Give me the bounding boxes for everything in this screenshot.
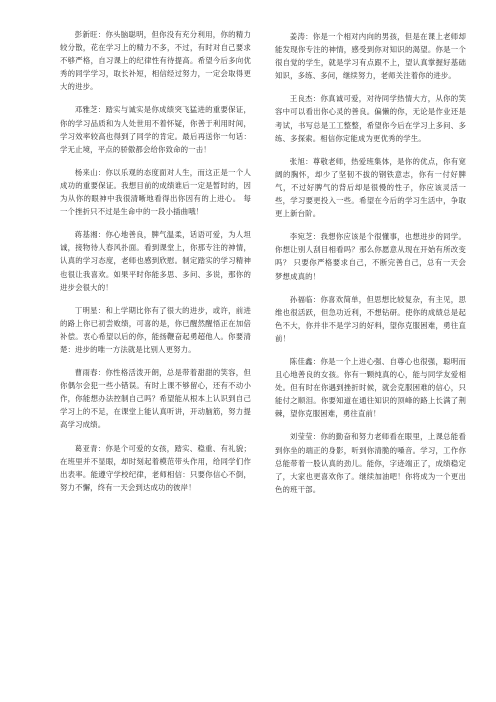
student-comment: 丁明星：和上学期比你有了很大的进步，或许，前进的路上你已初尝败绩，可喜的是，你已醒然醒悟正在加倍补偿。衷心希望以后的你，能扬鞭奋起勇超他人。你要清楚：进步的唯一方法就是比别人更努力。	[60, 305, 251, 354]
student-comment: 张旭：尊敬老师，热爱班集体，是你的优点，你有宽阔的胸怀，却少了坚韧不拔的钢铁意志，你有一付好脾气，不过好脾气的背后却是很慢的性子，你应该灵活一些，学习要更投入一些。希望在今后的学习生活中，争取更上新台阶。	[275, 156, 466, 219]
student-comment: 杨来山：你以乐观的态度面对人生，而这正是一个人成功的重要保证。我想目前的成绩谁后一定是暂时的，因为从你的眼神中我很清晰地看得出你因有的上进心。 每一个挫折只不过是生命中的一段小插曲哦！	[60, 167, 251, 217]
student-comment: 邓雅芝：踏实与诚实是你成绩突飞猛进的重要保证，你的学习品质和为人处世用不着怀疑，你善于利用时间，学习效率较高也得到了同学的肯定。最后再送你一句话：学无止境，平点的骄傲都会给你致命的一击！	[60, 105, 251, 154]
student-comment: 姜涛：你是一个相对内向的男孩，但是在课上老师却能发现你专注的神情，感受到你对知识的渴望。你是一个很自觉的学生，就是学习有点跟不上，望认真掌握好基础知识，多练、多问，继续努力，老师关注着你的进步。	[275, 32, 466, 81]
comments-column-left	[60, 28, 251, 702]
comments-column-right	[275, 30, 466, 702]
student-comment: 曹雨春：你性格活泼开朗，总是带着甜甜的笑容，但你偶尔会犯一些小错误。有时上课不够留心，还有不动小作，你能想办法控制自己吗？希望能从根本上认识到自己学习上的不足，在课堂上能认真听讲，开动脑筋，努力提高学习成绩。	[60, 368, 251, 430]
student-comment: 彭新旺：你头脑聪明，但你没有充分利用，你的精力较分散，花在学习上的精力不多，不过，有时对自己要求不够严格，自习课上的纪律性有待提高。希望今后多向优秀的同学学习，取长补短，相信经过努力，一定会取得更大的进步。	[60, 30, 251, 92]
student-comment: 刘莹莹：你的勤奋和努力老师看在眼里，上课总能看到你坐的端正的身影，听到你清脆的嗓音。学习，工作你总能带着一股认真的劲儿。能你，字迹端正了，成绩稳定了，大家也更喜欢你了。继续加油吧！你将成为一个更出色的班干部。	[275, 432, 466, 494]
student-comment: 葛亚青：你是个可爱的女孩，踏实、稳重、有礼貌；在班里并不显眼，却时刻起着模范带头作用，给同学们作出表率。能遵守学校纪律，老师相信：只要你信心不倒，努力不懈，终有一天会到达成功的彼岸！	[60, 443, 251, 492]
student-comment: 陈佳鑫：你是一个上进心强、自尊心也很强，聪明而且心地善良的女孩。你有一颗纯真的心，能与同学友爱相处。但有时在你遇到挫折时候，就会克服困难的信心，只能付之顺泪。你要知道在通往知识的顶峰的路上长满了荆棘，望你克服困难，勇往直前！	[275, 356, 466, 419]
student-comment: 蒋基湘：你心地善良，脾气温柔，话语可爱，为人坦诚，接物待人春风扑面。看到课堂上，你那专注的神情，认真的学习态度，老师也感到欣慰。制定踏实的学习精神也很让我喜欢。如果平时你能多思、多问、多说，那你的进步会很大的！	[60, 230, 251, 292]
student-comment: 李宛芝：我想你应该是个很懂事，也想进步的同学。你想让别人刮目相看吗？那么你愿意从现在开始有所改变吗？ 只要你严格要求自己，不断完善自己，总有一天会梦想成真的！	[275, 232, 466, 281]
student-comment: 王良杰：你真诚可爱，对待同学热情大方，从你的笑容中可以看出你心灵的善良。偏懒的你，无论是作业还是考试，书写总是工工整整，希望你今后在学习上多问、多练、多探索。相信你定能成为更优秀的学生。	[275, 94, 466, 143]
student-comment: 孙福临：你喜欢简单，但思想比较复杂，有主见，思维也很活跃，但急功近利，不想钻研。使你的成绩总是起色不大，你并非不是学习的好料，望你克服困难，勇往直前！	[275, 294, 466, 343]
